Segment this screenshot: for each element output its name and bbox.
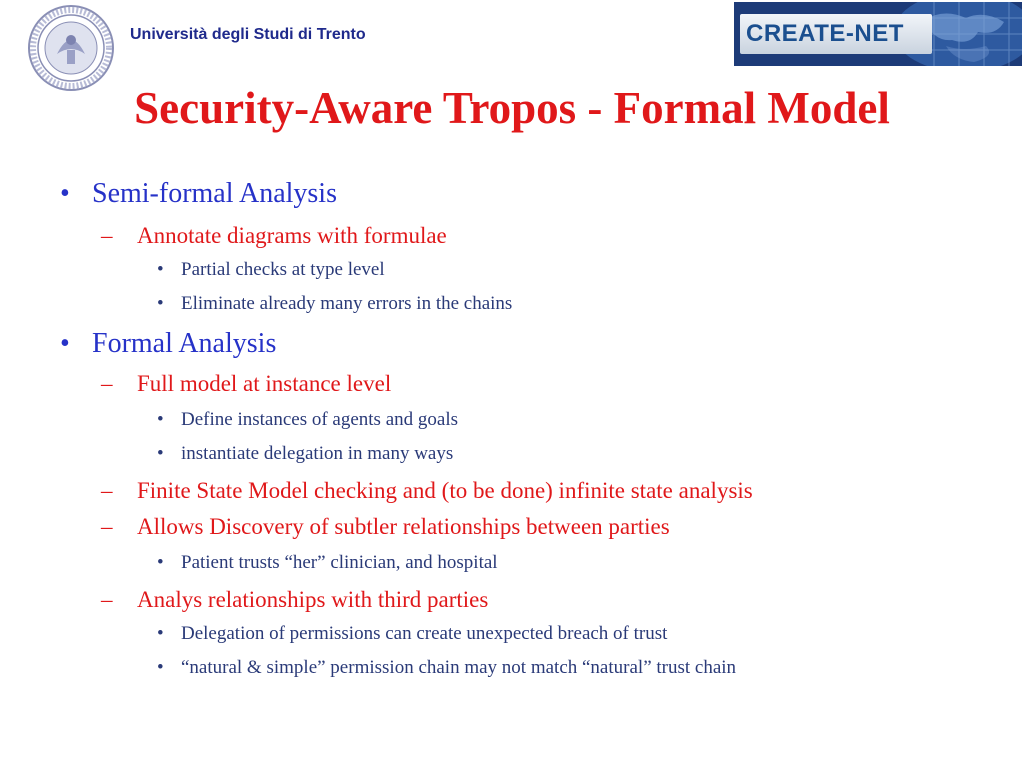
sub-bullet-text: Annotate diagrams with formulae [137, 223, 447, 248]
sub-sub-bullet-text: Patient trusts “her” clinician, and hospital [181, 552, 498, 573]
bullet-text: Semi-formal Analysis [92, 178, 337, 209]
dash-marker: – [101, 478, 113, 503]
dash-marker: – [101, 371, 113, 396]
sub-bullet-text: Full model at instance level [137, 371, 392, 396]
sub-bullet-text: Finite State Model checking and (to be done) infinite state analysis [137, 478, 753, 503]
sub-sub-bullet-text: instantiate delegation in many ways [181, 443, 454, 464]
bullet-marker: • [60, 328, 70, 359]
logo-text: CREATE-NET [746, 20, 904, 47]
sub-sub-bullet-text: Delegation of permissions can create unexpected breach of trust [181, 623, 668, 644]
sub-sub-bullet-text: Partial checks at type level [181, 259, 385, 280]
sub-bullet-text: Allows Discovery of subtler relationships between parties [137, 514, 670, 539]
bullet-marker: • [157, 657, 164, 678]
dash-marker: – [101, 223, 113, 248]
sub-sub-bullet-text: Define instances of agents and goals [181, 409, 458, 430]
bullet-marker: • [157, 623, 164, 644]
bullet-marker: • [157, 409, 164, 430]
university-name: Università degli Studi di Trento [130, 26, 366, 43]
bullet-marker: • [157, 259, 164, 280]
dash-marker: – [101, 587, 113, 612]
bullet-text: Formal Analysis [92, 328, 277, 359]
bullet-marker: • [157, 443, 164, 464]
bullet-marker: • [157, 552, 164, 573]
sub-sub-bullet-text: Eliminate already many errors in the chains [181, 293, 513, 314]
slide-title: Security-Aware Tropos - Formal Model [134, 83, 890, 133]
bullet-marker: • [60, 178, 70, 209]
university-seal-icon [27, 4, 115, 92]
sub-sub-bullet-text: “natural & simple” permission chain may not match “natural” trust chain [181, 657, 737, 678]
bullet-marker: • [157, 293, 164, 314]
dash-marker: – [101, 514, 113, 539]
sub-bullet-text: Analys relationships with third parties [137, 587, 489, 612]
create-net-logo [734, 2, 1022, 66]
